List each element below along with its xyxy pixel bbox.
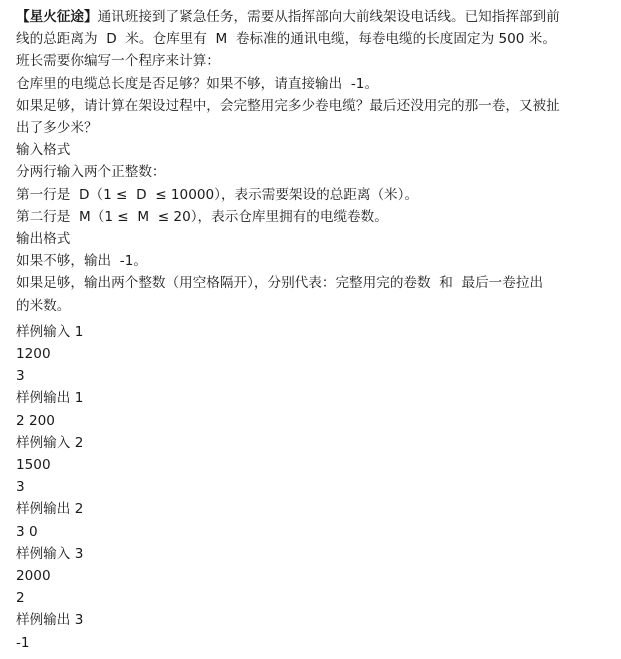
sample-input-label: 样例输入 1 <box>16 323 84 340</box>
question-1: 仓库里的电缆总长度是否足够？如果不够，请直接输出 -1。 <box>16 75 379 92</box>
output-enough-line-2: 的米数。 <box>16 297 71 314</box>
sample-input-line: 1500 <box>16 457 51 474</box>
input-format-desc: 分两行输入两个正整数： <box>16 164 166 181</box>
input-line-2-desc: 第二行是 M（1 ≤ M ≤ 20），表示仓库里拥有的电缆卷数。 <box>16 208 388 225</box>
sample-input-line: 2 <box>16 590 25 607</box>
sample-input-line: 3 <box>16 479 25 496</box>
sample-output-label: 样例输出 2 <box>16 501 84 518</box>
output-enough-line-1: 如果足够，输出两个整数（用空格隔开），分别代表：完整用完的卷数 和 最后一卷拉出 <box>16 275 544 292</box>
output-not-enough: 如果不够，输出 -1。 <box>16 253 147 270</box>
sample-input-line: 3 <box>16 368 25 385</box>
sample-input-line: 1200 <box>16 346 51 363</box>
question-2-line-2: 出了多少米？ <box>16 120 98 137</box>
input-line-1-desc: 第一行是 D（1 ≤ D ≤ 10000），表示需要架设的总距离（米）。 <box>16 186 419 203</box>
sample-input-label: 样例输入 2 <box>16 434 84 451</box>
sample-output-label: 样例输出 1 <box>16 390 84 407</box>
sample-output-label: 样例输出 3 <box>16 612 84 629</box>
problem-title-tag: 【星火征途】 <box>16 9 98 25</box>
sample-output-line: -1 <box>16 634 30 651</box>
intro-line-3: 班长需要你编写一个程序来计算： <box>16 53 220 70</box>
sample-output-line: 3 0 <box>16 523 38 540</box>
output-format-heading: 输出格式 <box>16 231 71 248</box>
input-format-heading: 输入格式 <box>16 142 71 159</box>
sample-output-line: 2 200 <box>16 412 55 429</box>
question-2-line-1: 如果足够，请计算在架设过程中，会完整用完多少卷电缆？最后还没用完的那一卷，又被扯 <box>16 97 560 114</box>
sample-input-label: 样例输入 3 <box>16 545 84 562</box>
intro-line-1 <box>16 6 608 28</box>
intro-text: 通讯班接到了紧急任务，需要从指挥部向大前线架设电话线。已知指挥部到前 <box>97 9 560 25</box>
sample-input-line: 2000 <box>16 568 51 585</box>
intro-line-2: 线的总距离为 D 米。仓库里有 M 卷标准的通讯电缆，每卷电缆的长度固定为 500 米。 <box>16 31 556 48</box>
